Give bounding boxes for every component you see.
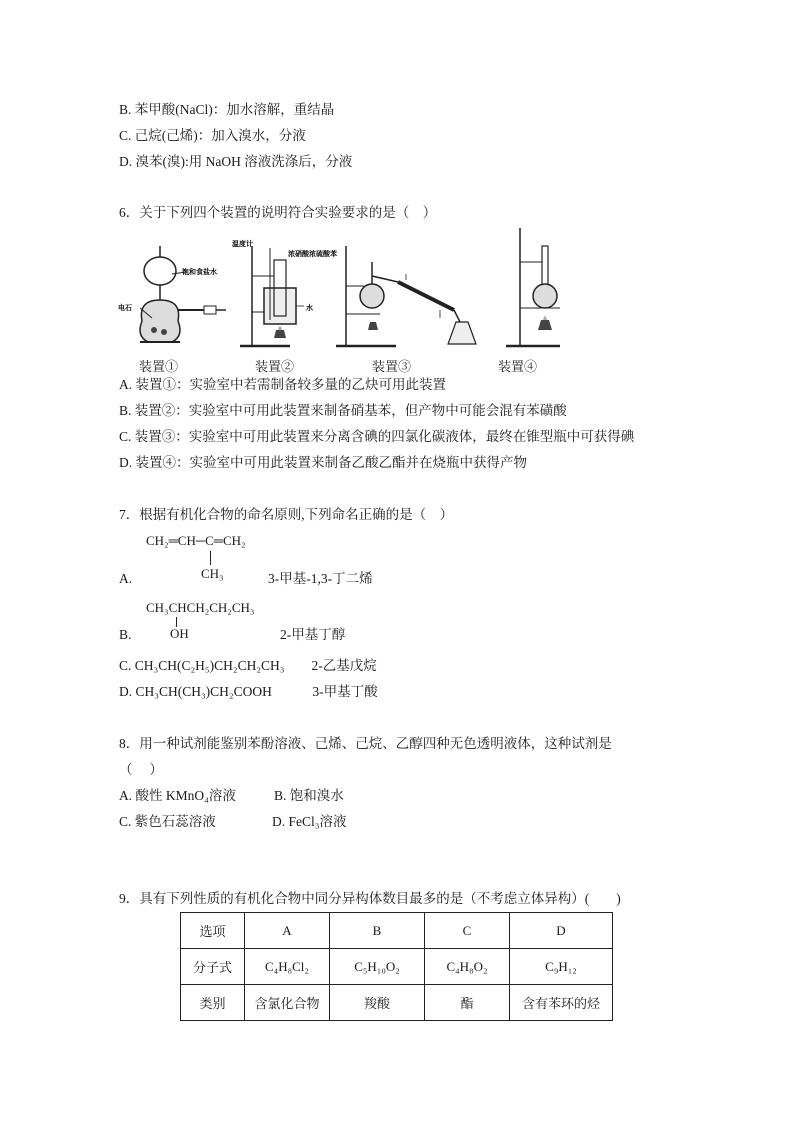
table-cell: C: [425, 913, 510, 949]
reagents-label: 浓硝酸浓硫酸苯: [288, 250, 337, 258]
apparatus-3-image: [336, 226, 488, 354]
table-cell: C₄H₈O₂: [425, 949, 510, 985]
apparatus-4-image: [500, 226, 572, 354]
table-cell: C₉H₁₂: [510, 949, 613, 985]
q9-stem: 9．具有下列性质的有机化合物中同分异构体数目最多的是（不考虑立体异构）( ): [119, 891, 621, 906]
water-label: 水: [306, 304, 313, 312]
table-row: [181, 949, 613, 985]
apparatus-4-label: 装置④: [498, 359, 538, 374]
table-row: [181, 985, 613, 1021]
q7-b-letter: B.: [119, 627, 132, 642]
table-cell: B: [330, 913, 425, 949]
table-row: [181, 913, 613, 949]
q7-option-d: D. CH₃CH(CH₃)CH₂COOH 3-甲基丁酸: [119, 684, 378, 699]
carbide-label: 电石: [118, 304, 132, 312]
q8-option-b: B. 饱和溴水: [274, 788, 344, 803]
q7-a-letter: A.: [119, 571, 133, 586]
q8-option-a: A. 酸性 KMnO₄溶液: [119, 788, 236, 803]
q6-option-a: A. 装置①：实验室中若需制备较多量的乙炔可用此装置: [119, 377, 446, 392]
apparatus-2-label: 装置②: [255, 359, 295, 374]
q7-b-structure: CH₃CHCH₂CH₂CH₃: [146, 600, 255, 615]
table-cell: C₅H₁₀O₂: [330, 949, 425, 985]
apparatus-1-image: [112, 226, 230, 354]
q8-paren: （ ）: [119, 762, 163, 777]
saturated-brine-label: 饱和食盐水: [182, 268, 217, 276]
q9-table: [180, 912, 613, 1021]
apparatus-3-label: 装置③: [372, 359, 412, 374]
q6-option-b: B. 装置②：实验室中可用此装置来制备硝基苯，但产物中可能会混有苯磺酸: [119, 403, 567, 418]
q5-option-b: B. 苯甲酸(NaCl)：加水溶解，重结晶: [119, 102, 335, 117]
q7-b-name: 2-甲基丁醇: [280, 627, 346, 642]
q6-option-c: C. 装置③：实验室中可用此装置来分离含碘的四氯化碳液体，最终在锥型瓶中可获得碘: [119, 429, 635, 444]
table-cell: 类别: [181, 985, 245, 1021]
table-cell: 含有苯环的烃: [510, 985, 613, 1021]
table-cell: 选项: [181, 913, 245, 949]
apparatus-2-image: [230, 226, 337, 354]
q7-option-c: C. CH₃CH(C₂H₅)CH₂CH₂CH₃ 2-乙基戊烷: [119, 658, 377, 673]
q5-option-d: D. 溴苯(溴):用 NaOH 溶液洗涤后，分液: [119, 154, 353, 169]
table-cell: 含氯化合物: [245, 985, 330, 1021]
q8-option-d: D. FeCl₃溶液: [272, 814, 347, 829]
q8-option-c: C. 紫色石蕊溶液: [119, 814, 216, 829]
q7-a-substituent: CH₃: [201, 566, 224, 581]
table-cell: 酯: [425, 985, 510, 1021]
thermometer-label: 温度计: [232, 240, 253, 248]
table-cell: C₄H₈Cl₂: [245, 949, 330, 985]
table-cell: 羧酸: [330, 985, 425, 1021]
q6-option-d: D. 装置④：实验室中可用此装置来制备乙酸乙酯并在烧瓶中获得产物: [119, 455, 527, 470]
table-cell: A: [245, 913, 330, 949]
q8-stem: 8．用一种试剂能鉴别苯酚溶液、己烯、己烷、乙醇四种无色透明液体，这种试剂是: [119, 736, 612, 751]
table-cell: 分子式: [181, 949, 245, 985]
q7-a-structure: CH₂═CH─C═CH₂: [146, 533, 246, 548]
table-cell: D: [510, 913, 613, 949]
q7-a-name: 3-甲基-1,3-丁二烯: [268, 571, 373, 586]
q7-a-bond: [210, 551, 211, 565]
apparatus-1-label: 装置①: [139, 359, 179, 374]
q7-stem: 7．根据有机化合物的命名原则,下列命名正确的是（ ）: [119, 507, 454, 522]
q5-option-c: C. 己烷(己烯)：加入溴水，分液: [119, 128, 306, 143]
q6-stem: 6．关于下列四个装置的说明符合实验要求的是（ ）: [119, 205, 437, 220]
q7-b-substituent: OH: [170, 626, 189, 641]
